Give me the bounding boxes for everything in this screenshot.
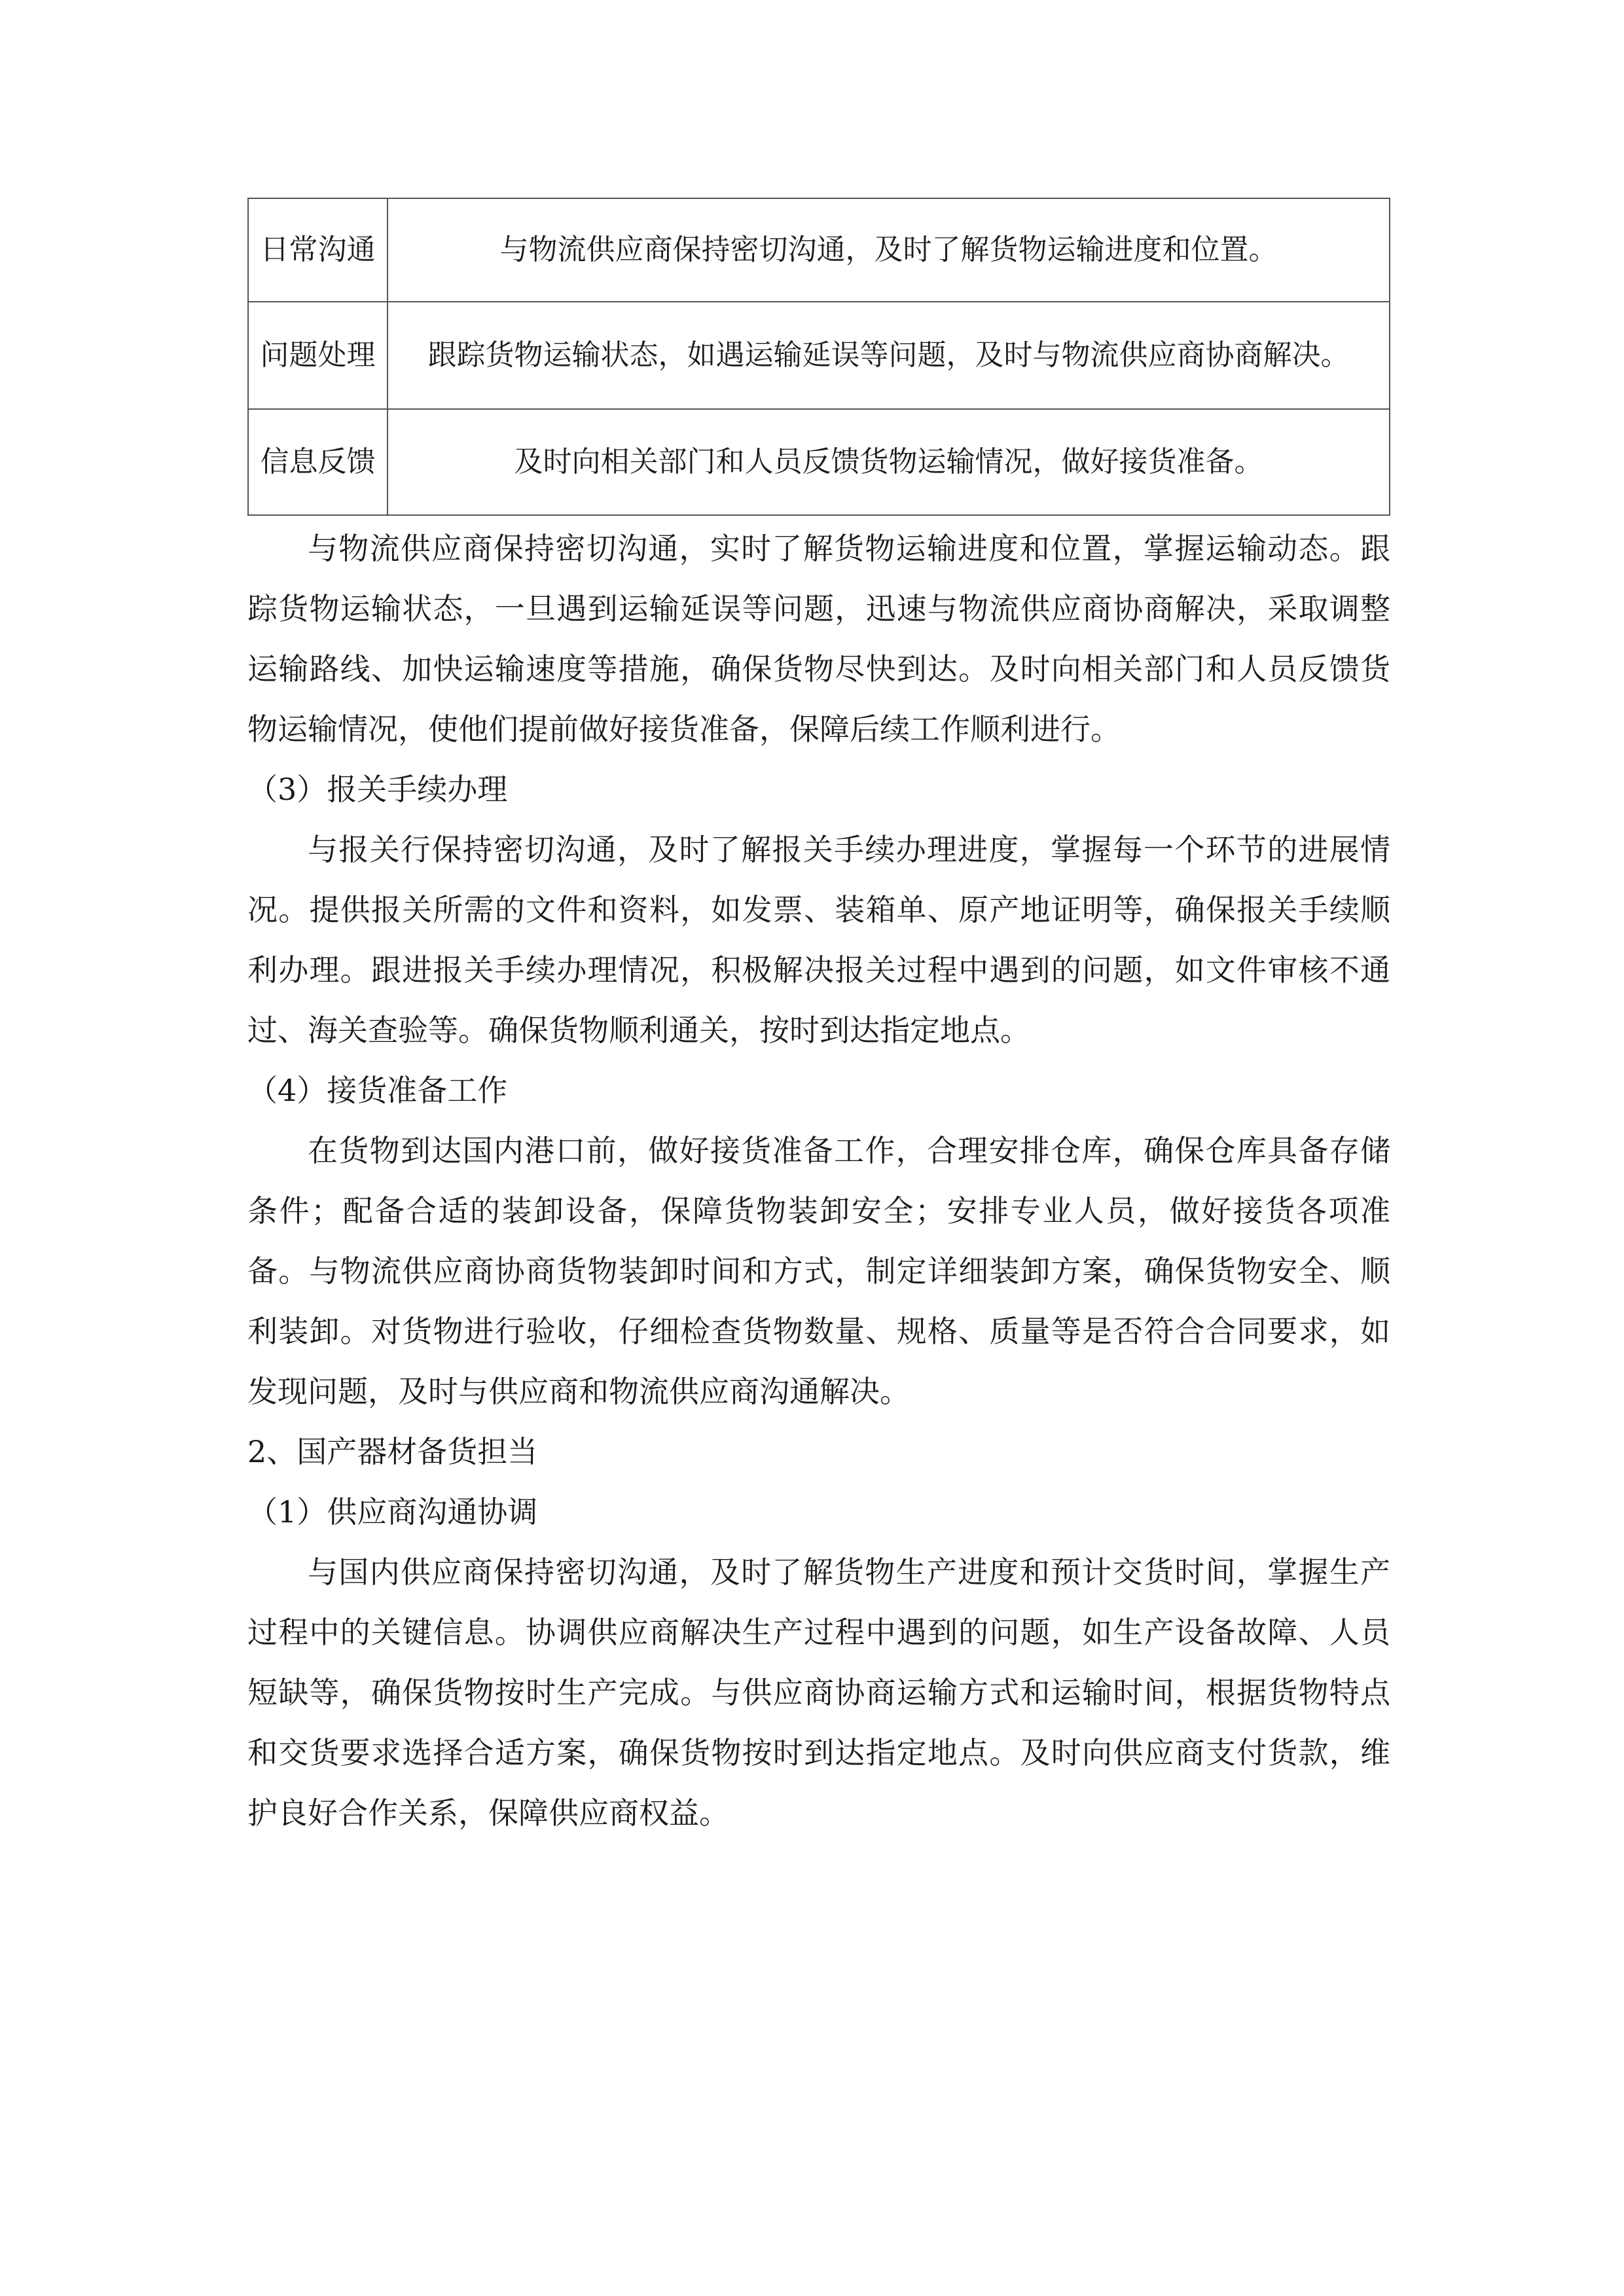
table-row bbox=[248, 302, 1390, 409]
paragraph-receiving: 在货物到达国内港口前，做好接货准备工作，合理安排仓库，确保仓库具备存储条件；配备合适的装卸设备，保障货物装卸安全；安排专业人员，做好接货各项准备。与物流供应商协商货物装卸时间和方式，制定详细装卸方案，确保货物安全、顺利装卸。对货物进行验收，仔细检查货物数量、规格、质量等是否符合合同要求，如发现问题，及时与供应商和物流供应商沟通解决。 bbox=[247, 1133, 1390, 1409]
paragraph-supplier-coordination: 与国内供应商保持密切沟通，及时了解货物生产进度和预计交货时间，掌握生产过程中的关键信息。协调供应商解决生产过程中遇到的问题，如生产设备故障、人员短缺等，确保货物按时生产完成。与供应商协商运输方式和运输时间，根据货物特点和交货要求选择合适方案，确保货物按时到达指定地点。及时向供应商支付货款，维护良好合作关系，保障供应商权益。 bbox=[247, 1554, 1390, 1831]
heading-supplier-coordination: （1）供应商沟通协调 bbox=[247, 1494, 538, 1530]
heading-customs: （3）报关手续办理 bbox=[247, 772, 508, 807]
table-row bbox=[248, 409, 1390, 515]
table-row bbox=[248, 198, 1390, 302]
coordination-table bbox=[247, 198, 1390, 516]
row-description: 与物流供应商保持密切沟通，及时了解货物运输进度和位置。 bbox=[388, 198, 1390, 302]
paragraph-transport-tracking: 与物流供应商保持密切沟通，实时了解货物运输进度和位置，掌握运输动态。跟踪货物运输状态，一旦遇到运输延误等问题，迅速与物流供应商协商解决，采取调整运输路线、加快运输速度等措施，确保货物尽快到达。及时向相关部门和人员反馈货物运输情况，使他们提前做好接货准备，保障后续工作顺利进行。 bbox=[247, 531, 1390, 747]
section-heading-domestic: 2、国产器材备货担当 bbox=[247, 1434, 538, 1469]
heading-receiving: （4）接货准备工作 bbox=[247, 1073, 508, 1108]
row-description: 跟踪货物运输状态，如遇运输延误等问题，及时与物流供应商协商解决。 bbox=[388, 302, 1390, 409]
row-label: 问题处理 bbox=[248, 302, 388, 409]
row-label: 信息反馈 bbox=[248, 409, 388, 515]
document-page bbox=[247, 198, 1390, 1843]
row-description: 及时向相关部门和人员反馈货物运输情况，做好接货准备。 bbox=[388, 409, 1390, 515]
paragraph-customs: 与报关行保持密切沟通，及时了解报关手续办理进度，掌握每一个环节的进展情况。提供报关所需的文件和资料，如发票、装箱单、原产地证明等，确保报关手续顺利办理。跟进报关手续办理情况，积极解决报关过程中遇到的问题，如文件审核不通过、海关查验等。确保货物顺利通关，按时到达指定地点。 bbox=[247, 832, 1390, 1048]
row-label: 日常沟通 bbox=[248, 198, 388, 302]
